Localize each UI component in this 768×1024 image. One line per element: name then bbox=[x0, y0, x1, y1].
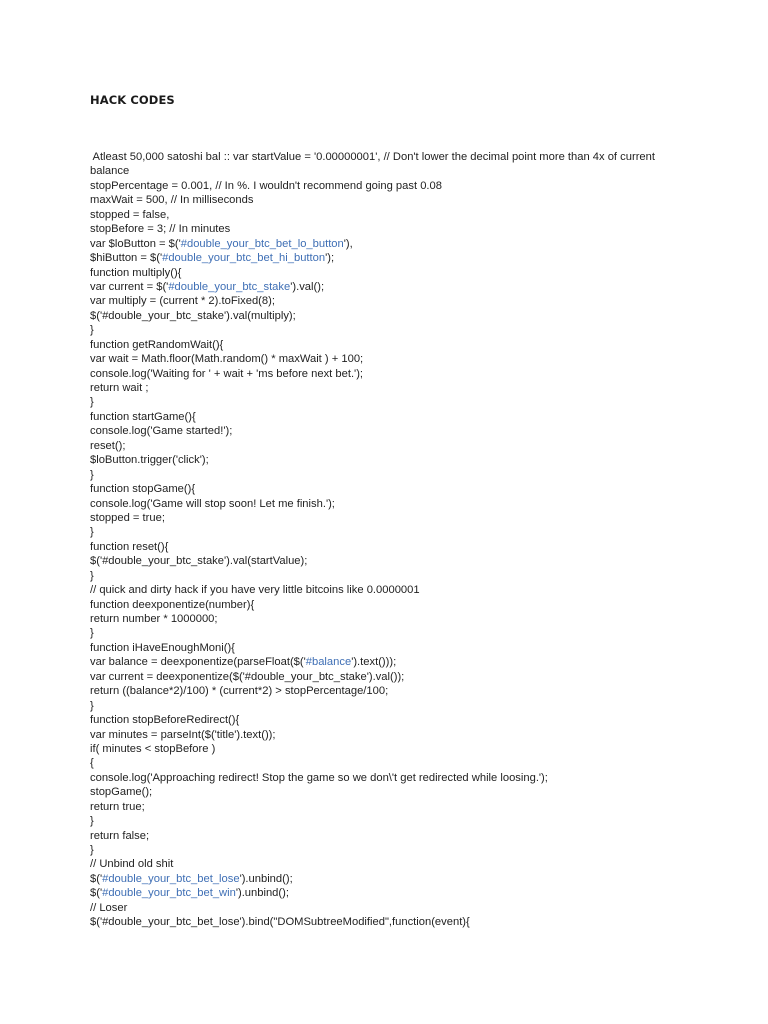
selector-link[interactable]: #double_your_btc_bet_win bbox=[102, 887, 236, 900]
code-text: var current = $(' bbox=[90, 280, 169, 293]
code-lines bbox=[90, 179, 690, 930]
code-text: $(' bbox=[90, 887, 103, 900]
code-line: } bbox=[90, 844, 94, 856]
code-text: ').unbind(); bbox=[235, 887, 289, 900]
code-line: return false; bbox=[90, 829, 150, 842]
code-line: function deexponentize(number){ bbox=[90, 598, 255, 611]
code-line: stopped = false, bbox=[90, 208, 170, 221]
code-line: function stopBeforeRedirect(){ bbox=[90, 714, 240, 727]
selector-link[interactable]: #double_your_btc_bet_hi_button bbox=[162, 252, 326, 265]
selector-link[interactable]: #balance bbox=[305, 656, 352, 669]
code-text: '); bbox=[325, 252, 335, 265]
code-line: $('#double_your_btc_stake').val(multiply); bbox=[90, 309, 296, 322]
code-line: } bbox=[90, 468, 94, 481]
code-line: function multiply(){ bbox=[90, 266, 182, 279]
code-text: ').text())); bbox=[351, 656, 397, 669]
code-line: if( minutes < stopBefore ) bbox=[90, 742, 216, 755]
code-line: } bbox=[90, 396, 94, 409]
selector-link[interactable]: #double_your_btc_bet_lo_button bbox=[180, 237, 344, 250]
code-body bbox=[90, 150, 690, 930]
code-text: $hiButton = $(' bbox=[90, 252, 163, 265]
code-line: var minutes = parseInt($('title').text()); bbox=[90, 728, 276, 741]
code-text: $(' bbox=[90, 872, 103, 885]
code-line: $('#double_your_btc_stake').val(startValue); bbox=[90, 555, 308, 568]
code-text: ').unbind(); bbox=[239, 872, 293, 885]
page-title: HACK CODES bbox=[90, 93, 175, 107]
selector-link[interactable]: #double_your_btc_stake bbox=[168, 280, 291, 293]
code-line: maxWait = 500, // In milliseconds bbox=[90, 194, 254, 207]
code-line bbox=[90, 872, 690, 886]
code-line: reset(); bbox=[90, 439, 126, 452]
code-line: return wait ; bbox=[90, 382, 149, 394]
intro-line: balance bbox=[90, 165, 130, 178]
code-line: } bbox=[90, 815, 94, 828]
code-line: console.log('Game will stop soon! Let me finish.'); bbox=[90, 497, 335, 510]
code-line: } bbox=[90, 526, 94, 539]
code-line: return ((balance*2)/100) * (current*2) > stopPercentage/100; bbox=[90, 685, 389, 698]
code-line: } bbox=[90, 699, 94, 712]
code-line: function stopGame(){ bbox=[90, 483, 196, 496]
code-line: var wait = Math.floor(Math.random() * maxWait ) + 100; bbox=[90, 353, 364, 366]
code-text: var $loButton = $(' bbox=[90, 237, 181, 250]
code-line: function startGame(){ bbox=[90, 410, 196, 423]
code-line: stopBefore = 3; // In minutes bbox=[90, 223, 231, 236]
code-line: } bbox=[90, 324, 94, 337]
code-line bbox=[90, 886, 690, 900]
code-line: // Unbind old shit bbox=[90, 858, 174, 871]
code-line: function iHaveEnoughMoni(){ bbox=[90, 641, 235, 654]
code-line: console.log('Game started!'); bbox=[90, 425, 233, 438]
code-line bbox=[90, 280, 690, 294]
code-line: return true; bbox=[90, 800, 145, 813]
code-line: } bbox=[90, 627, 94, 640]
code-line: $loButton.trigger('click'); bbox=[90, 454, 209, 467]
code-text: '), bbox=[343, 237, 353, 250]
code-line: $('#double_your_btc_bet_lose').bind("DOMSubtreeModified",function(event){ bbox=[90, 916, 470, 929]
code-text: var balance = deexponentize(parseFloat($(' bbox=[90, 656, 306, 669]
intro-line: Atleast 50,000 satoshi bal :: var startValue = '0.00000001', // Don't lower the decimal point more than 4x of current bbox=[90, 151, 655, 163]
code-line bbox=[90, 237, 690, 251]
code-line: function reset(){ bbox=[90, 540, 169, 553]
code-text: ').val(); bbox=[290, 280, 325, 293]
code-line: } bbox=[90, 569, 94, 582]
code-line: return number * 1000000; bbox=[90, 613, 218, 625]
code-line: var current = deexponentize($('#double_your_btc_stake').val()); bbox=[90, 670, 405, 683]
code-line bbox=[90, 251, 690, 265]
code-line: stopped = true; bbox=[90, 511, 165, 524]
code-line: console.log('Approaching redirect! Stop the game so we don\'t get redirected while loosing.'); bbox=[90, 771, 548, 784]
code-line bbox=[90, 655, 690, 669]
code-line: // quick and dirty hack if you have very little bitcoins like 0.0000001 bbox=[90, 584, 420, 597]
code-line: function getRandomWait(){ bbox=[90, 338, 224, 351]
code-line: var multiply = (current * 2).toFixed(8); bbox=[90, 295, 275, 308]
code-line: // Loser bbox=[90, 901, 128, 914]
code-line: stopPercentage = 0.001, // In %. I wouldn't recommend going past 0.08 bbox=[90, 179, 442, 192]
selector-link[interactable]: #double_your_btc_bet_lose bbox=[102, 872, 240, 885]
code-line: stopGame(); bbox=[90, 786, 153, 799]
code-line: { bbox=[90, 757, 94, 770]
code-line: console.log('Waiting for ' + wait + 'ms before next bet.'); bbox=[90, 367, 364, 380]
